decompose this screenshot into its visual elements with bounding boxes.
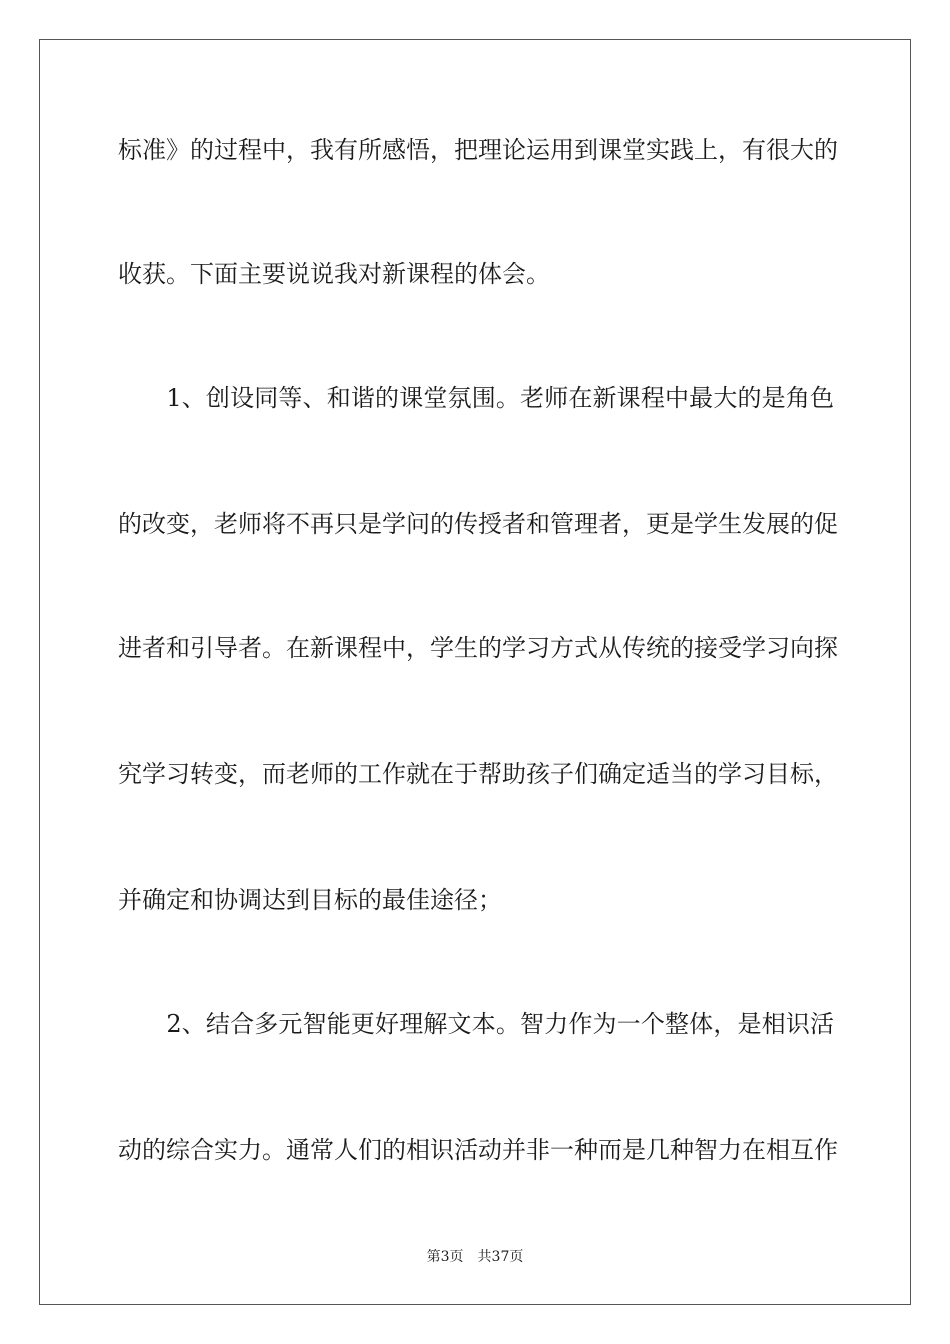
body-text-line: 进者和引导者。在新课程中，学生的学习方式从传统的接受学习向探 — [118, 634, 838, 662]
body-text-line: 1、创设同等、和谐的课堂氛围。老师在新课程中最大的是角色 — [118, 384, 834, 412]
body-text-line: 的改变，老师将不再只是学问的传授者和管理者，更是学生发展的促 — [118, 510, 838, 538]
body-text-line: 动的综合实力。通常人们的相识活动并非一种而是几种智力在相互作 — [118, 1136, 838, 1164]
page-number-footer: 第3页 共37页 — [426, 1249, 524, 1265]
page-border — [39, 39, 911, 1305]
body-text-line: 2、结合多元智能更好理解文本。智力作为一个整体，是相识活 — [118, 1010, 834, 1038]
body-text-line: 收获。下面主要说说我对新课程的体会。 — [118, 260, 550, 288]
body-text-line: 标准》的过程中，我有所感悟，把理论运用到课堂实践上，有很大的 — [118, 136, 838, 164]
body-text-line: 并确定和协调达到目标的最佳途径； — [118, 886, 502, 914]
body-text-line: 究学习转变，而老师的工作就在于帮助孩子们确定适当的学习目标， — [118, 760, 838, 788]
